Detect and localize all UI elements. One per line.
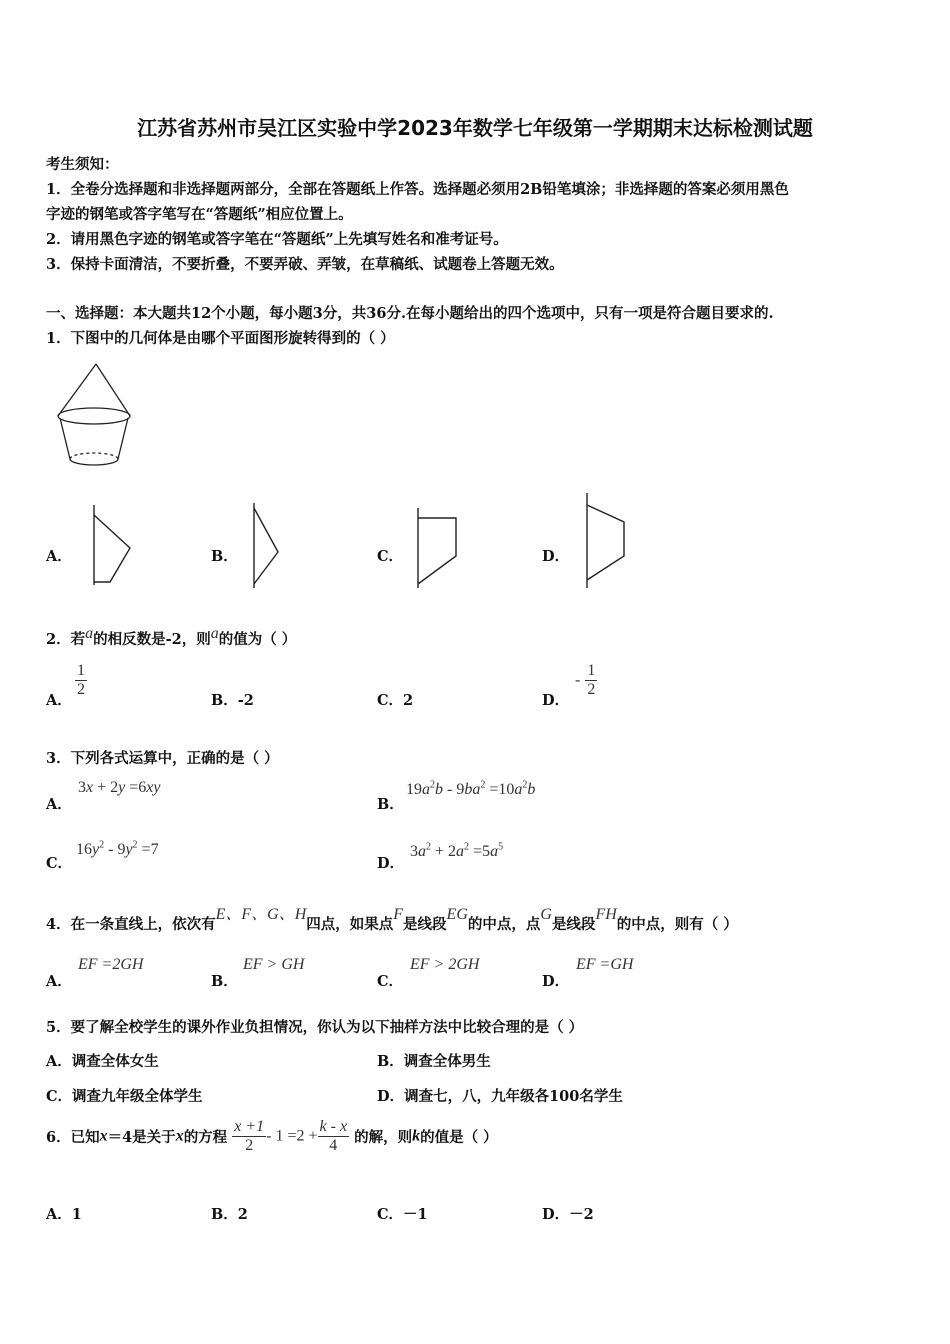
q6-stem xyxy=(46,1118,498,1155)
q3-option-b[interactable]: B． xyxy=(377,796,404,813)
q3-option-c-expression: $16y^2 - 9y^2 =7$ xyxy=(76,839,159,858)
q2-var-a: a xyxy=(85,625,94,642)
q6-fraction-2 xyxy=(318,1118,350,1155)
q2-stem-part3: 的值为（ ） xyxy=(218,631,297,648)
q2-option-d[interactable]: D． xyxy=(542,692,570,709)
q4-segment-eg: EG xyxy=(446,906,468,923)
q3-option-d[interactable]: D． xyxy=(377,855,405,872)
q5-stem: 5．要了解全校学生的课外作业负担情况，你认为以下抽样方法中比较合理的是（ ） xyxy=(46,1019,584,1036)
q6-fraction-1-denominator: 2 xyxy=(245,1137,254,1154)
q3-option-d-expression: $3a^2 + 2a^2 =5a^5$ xyxy=(410,841,504,860)
notice-line-3: 3．保持卡面清洁，不要折叠，不要弄破、弄皱，在草稿纸、试题卷上答题无效。 xyxy=(46,256,564,273)
q6-option-c[interactable]: C．－1 xyxy=(377,1206,428,1223)
q4-option-b-expression: EF > GH xyxy=(243,956,305,973)
notice-line-2: 2．请用黑色字迹的钢笔或答字笔在“答题纸”上先填写姓名和准考证号。 xyxy=(46,231,508,248)
q6-stem-part1: 6．已知 xyxy=(46,1129,100,1146)
q2-a-denominator: 2 xyxy=(77,681,85,698)
q1-option-c[interactable]: C． xyxy=(377,548,404,565)
q4-stem-part1: 4．在一条直线上，依次有 xyxy=(46,916,216,933)
q6-option-b[interactable]: B．2 xyxy=(211,1206,248,1223)
q3-stem: 3．下列各式运算中，正确的是（ ） xyxy=(46,750,279,767)
notice-line-1a: 1．全卷分选择题和非选择题两部分，全部在答题纸上作答。选择题必须用2B铅笔填涂；非选择题的答案必须用黑色 xyxy=(46,181,789,198)
q6-option-d[interactable]: D．－2 xyxy=(542,1206,594,1223)
q2-var-a-2: a xyxy=(210,625,219,642)
q4-option-d[interactable]: D． xyxy=(542,973,570,990)
q1-stem: 1．下图中的几何体是由哪个平面图形旋转得到的（ ） xyxy=(46,330,395,347)
q1-option-b[interactable]: B． xyxy=(211,548,238,565)
q6-equation-middle: - 1 =2 + xyxy=(266,1127,318,1145)
q3-option-b-expression: $19a^2b - 9ba^2 =10a^2b$ xyxy=(406,779,536,798)
q2-a-numerator: 1 xyxy=(77,662,85,679)
q5-option-b[interactable]: B．调查全体男生 xyxy=(377,1053,491,1070)
q4-stem-part6: 的中点，则有（ ） xyxy=(616,916,738,933)
q6-stem-part5: 的值是（ ） xyxy=(420,1129,498,1146)
q2-d-sign: - xyxy=(575,671,581,689)
q1-option-a[interactable]: A． xyxy=(46,548,72,565)
q4-stem-part2: 四点，如果点 xyxy=(306,916,394,933)
q2-d-denominator: 2 xyxy=(587,681,596,698)
q3-option-a-expression: 3x + 2y =6xy xyxy=(78,779,161,796)
q4-point-g: G xyxy=(540,906,552,923)
q6-var-k: k xyxy=(412,1127,421,1145)
q1-option-d[interactable]: D． xyxy=(542,548,570,565)
q2-stem xyxy=(46,625,297,649)
q6-stem-part2: ＝4是关于 xyxy=(107,1129,176,1146)
q2-stem-part2: 的相反数是-2，则 xyxy=(93,631,211,648)
section-heading: 一、选择题：本大题共12个小题，每小题3分，共36分.在每小题给出的四个选项中，只有一项是符合题目要求的. xyxy=(46,305,774,322)
q5-option-c[interactable]: C．调查九年级全体学生 xyxy=(46,1088,203,1105)
q6-stem-part4: 的解，则 xyxy=(354,1129,413,1146)
q4-stem-part4: 的中点，点 xyxy=(467,916,541,933)
q6-fraction-2-numerator: k - x xyxy=(319,1118,348,1135)
notice-heading: 考生须知： xyxy=(46,156,119,173)
q2-option-a[interactable]: A． xyxy=(46,692,72,709)
q5-option-d[interactable]: D．调查七，八，九年级各100名学生 xyxy=(377,1088,623,1105)
q4-stem-part3: 是线段 xyxy=(403,916,447,933)
q4-point-f: F xyxy=(393,906,404,923)
page-title: 江苏省苏州市吴江区实验中学2023年数学七年级第一学期期末达标检测试题 xyxy=(137,116,813,140)
q4-segment-fh: FH xyxy=(595,906,617,923)
q3-option-a[interactable]: A． xyxy=(46,796,72,813)
q6-option-a[interactable]: A．1 xyxy=(46,1206,82,1223)
q6-stem-part3: 的方程 xyxy=(183,1129,228,1146)
q6-var-x-2: x xyxy=(175,1127,184,1145)
q2-d-numerator: 1 xyxy=(587,662,596,679)
q3-option-c[interactable]: C． xyxy=(46,855,73,872)
q4-option-d-expression: EF =GH xyxy=(576,956,634,973)
q2-option-d-value xyxy=(575,662,597,699)
q4-option-b[interactable]: B． xyxy=(211,973,238,990)
q4-option-a[interactable]: A． xyxy=(46,973,72,990)
q4-option-c[interactable]: C． xyxy=(377,973,404,990)
q6-fraction-1-numerator: x +1 xyxy=(234,1118,265,1135)
q2-option-c[interactable]: C．2 xyxy=(377,692,414,709)
q4-points: E、F、G、H xyxy=(215,906,307,923)
q6-fraction-1 xyxy=(232,1118,266,1155)
q2-stem-part1: 2．若 xyxy=(46,631,86,648)
q5-option-a[interactable]: A．调查全体女生 xyxy=(46,1053,159,1070)
q6-fraction-2-denominator: 4 xyxy=(329,1137,338,1154)
q4-stem-part5: 是线段 xyxy=(551,916,596,933)
q2-option-b[interactable]: B．-2 xyxy=(211,692,254,709)
q6-var-x: x xyxy=(99,1127,108,1145)
q2-option-a-fraction xyxy=(75,662,87,699)
q4-option-c-expression: EF > 2GH xyxy=(410,956,480,973)
q4-stem xyxy=(46,906,738,934)
q4-option-a-expression: EF =2GH xyxy=(78,956,144,973)
notice-line-1b: 字迹的钢笔或答字笔写在“答题纸”相应位置上。 xyxy=(46,206,353,223)
